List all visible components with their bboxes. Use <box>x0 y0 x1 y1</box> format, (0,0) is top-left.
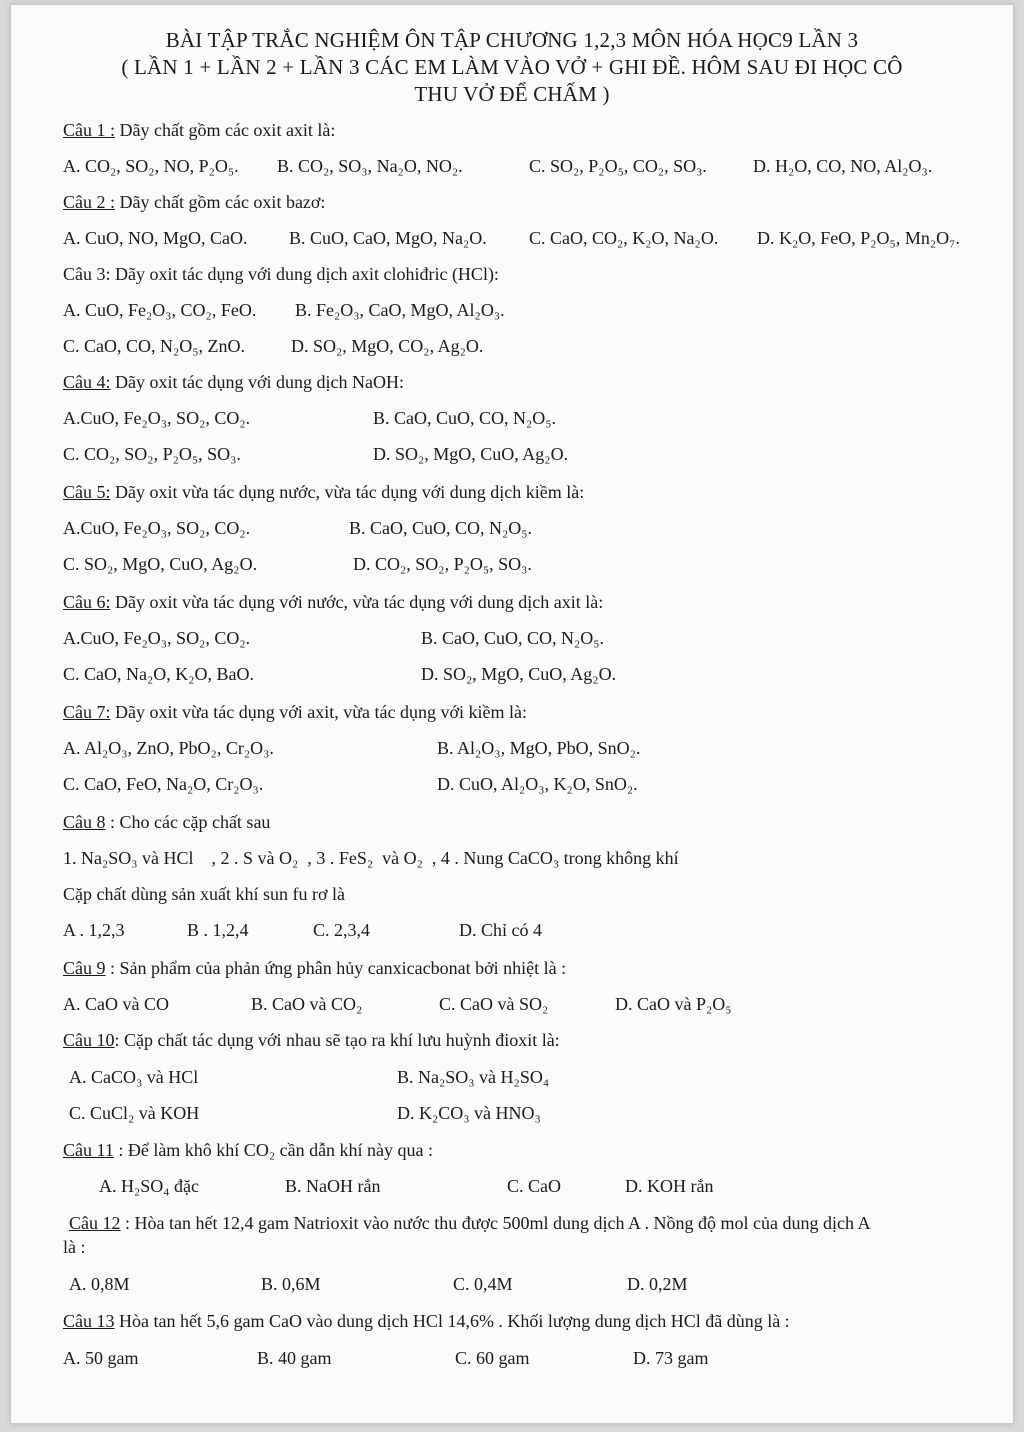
question-label: Câu 2 : <box>63 192 115 212</box>
question-7 <box>63 701 527 723</box>
question-8 <box>63 811 270 833</box>
option-c: C. CaO, Na₂O, K₂O, BaO. <box>63 664 255 684</box>
option-d: D. SO₂, MgO, CO₂, Ag₂O. <box>291 336 484 356</box>
question-13 <box>63 1310 790 1332</box>
question-text: Dãy oxit tác dụng với dung dịch NaOH: <box>110 372 404 392</box>
option-c: C. CuCl₂ và KOH <box>69 1103 200 1123</box>
option-a: A. CO₂, SO₂, NO, P₂O₅. <box>63 156 239 176</box>
option-c: C. CO₂, SO₂, P₂O₅, SO₃. <box>63 444 241 464</box>
question-11 <box>63 1139 433 1161</box>
option-d: D. CuO, Al₂O₃, K₂O, SnO₂. <box>437 774 638 794</box>
option-d: D. KOH rắn <box>625 1176 714 1196</box>
option-b: B . 1,2,4 <box>187 920 249 940</box>
question-label: Câu 5: <box>63 482 111 502</box>
option-a: A. Al₂O₃, ZnO, PbO₂, Cr₂O₃. <box>63 738 274 758</box>
question-text: : Sản phẩm của phản ứng phân hủy canxicacbonat bởi nhiệt là : <box>105 958 567 978</box>
question-5 <box>63 481 584 503</box>
option-c: C. SO₂, MgO, CuO, Ag₂O. <box>63 554 258 574</box>
option-b: B. CaO, CuO, CO, N₂O₅. <box>373 408 557 428</box>
option-c: C. 2,3,4 <box>313 920 371 940</box>
option-d: D. K₂O, FeO, P₂O₅, Mn₂O₇. <box>757 228 960 248</box>
question-label: Câu 10 <box>63 1030 115 1050</box>
option-c: C. 0,4M <box>453 1274 513 1294</box>
option-a: A. CuO, NO, MgO, CaO. <box>63 228 248 248</box>
question-3 <box>63 263 499 285</box>
question-8-pairs: 1. Na₂SO₃ và HCl , 2 . S và O₂ , 3 . FeS₂ và O₂ , 4 . Nung CaCO₃ trong không khí <box>63 848 679 868</box>
option-b: B. CO₂, SO₃, Na₂O, NO₂. <box>277 156 463 176</box>
option-b: B. NaOH rắn <box>285 1176 381 1196</box>
title-line-1: BÀI TẬP TRẮC NGHIỆM ÔN TẬP CHƯƠNG 1,2,3 MÔN HÓA HỌC9 LẦN 3 <box>165 28 859 52</box>
option-d: D. SO₂, MgO, CuO, Ag₂O. <box>421 664 617 684</box>
question-1 <box>63 119 335 141</box>
option-d: D. 0,2M <box>627 1274 688 1294</box>
option-b: B. CaO, CuO, CO, N₂O₅. <box>349 518 533 538</box>
title-line-3: THU VỞ ĐỂ CHẤM ) <box>414 82 610 106</box>
question-label: Câu 13 <box>63 1311 115 1331</box>
option-a: A.CuO, Fe₂O₃, SO₂, CO₂. <box>63 518 251 538</box>
option-a: A. 50 gam <box>63 1348 139 1368</box>
option-a: A . 1,2,3 <box>63 920 125 940</box>
option-b: B. 0,6M <box>261 1274 321 1294</box>
option-c: C. SO₂, P₂O₅, CO₂, SO₃. <box>529 156 707 176</box>
option-a: A. 0,8M <box>69 1274 130 1294</box>
question-10 <box>63 1029 560 1051</box>
question-label: Câu 6: <box>63 592 111 612</box>
question-9 <box>63 957 566 979</box>
question-text: : Để làm khô khí CO₂ cần dẫn khí này qua : <box>113 1140 434 1160</box>
option-c: C. CaO <box>507 1176 561 1196</box>
question-6 <box>63 591 603 613</box>
option-b: B. Al₂O₃, MgO, PbO, SnO₂. <box>437 738 641 758</box>
option-c: C. CaO, CO, N₂O₅, ZnO. <box>63 336 246 356</box>
question-label: Câu 4: <box>63 372 111 392</box>
question-text: Câu 3: Dãy oxit tác dụng với dung dịch axit clohiđric (HCl): <box>63 264 499 284</box>
option-c: C. CaO, FeO, Na₂O, Cr₂O₃. <box>63 774 264 794</box>
option-a: A.CuO, Fe₂O₃, SO₂, CO₂. <box>63 408 251 428</box>
option-a: A. CuO, Fe₂O₃, CO₂, FeO. <box>63 300 257 320</box>
question-text: Dãy oxit vừa tác dụng với nước, vừa tác dụng với dung dịch axit là: <box>110 592 604 612</box>
question-label: Câu 11 <box>63 1140 114 1160</box>
question-12 <box>69 1212 870 1234</box>
question-4 <box>63 371 404 393</box>
question-text: : Hòa tan hết 12,4 gam Natrioxit vào nước thu được 500ml dung dịch A . Nồng độ mol của dung dịch A <box>120 1213 871 1233</box>
question-label: Câu 12 <box>69 1213 121 1233</box>
question-12-continued: là : <box>63 1237 86 1257</box>
option-d: D. SO₂, MgO, CuO, Ag₂O. <box>373 444 569 464</box>
option-b: B. CuO, CaO, MgO, Na₂O. <box>289 228 487 248</box>
question-label: Câu 7: <box>63 702 111 722</box>
worksheet-page <box>10 4 1014 1424</box>
question-2 <box>63 191 325 213</box>
option-a: A. H₂SO₄ đặc <box>99 1176 200 1196</box>
option-b: B. 40 gam <box>257 1348 332 1368</box>
question-label: Câu 1 : <box>63 120 115 140</box>
option-d: D. 73 gam <box>633 1348 709 1368</box>
option-c: C. 60 gam <box>455 1348 530 1368</box>
option-a: A. CaCO₃ và HCl <box>69 1067 199 1087</box>
option-c: C. CaO, CO₂, K₂O, Na₂O. <box>529 228 719 248</box>
question-text: : Cặp chất tác dụng với nhau sẽ tạo ra khí lưu huỳnh đioxit là: <box>114 1030 560 1050</box>
question-text: Dãy oxit vừa tác dụng với axit, vừa tác dụng với kiềm là: <box>110 702 527 722</box>
question-text: : Cho các cặp chất sau <box>105 812 271 832</box>
option-d: D. Chỉ có 4 <box>459 920 542 940</box>
option-a: A. CaO và CO <box>63 994 169 1014</box>
option-d: D. H₂O, CO, NO, Al₂O₃. <box>753 156 933 176</box>
question-label: Câu 9 <box>63 958 106 978</box>
option-b: B. CaO, CuO, CO, N₂O₅. <box>421 628 605 648</box>
option-c: C. CaO và SO₂ <box>439 994 549 1014</box>
option-b: B. CaO và CO₂ <box>251 994 363 1014</box>
question-8-prompt: Cặp chất dùng sản xuất khí sun fu rơ là <box>63 884 345 904</box>
question-text: Dãy oxit vừa tác dụng nước, vừa tác dụng với dung dịch kiềm là: <box>110 482 585 502</box>
option-b: B. Na₂SO₃ và H₂SO₄ <box>397 1067 550 1087</box>
question-label: Câu 8 <box>63 812 106 832</box>
option-a: A.CuO, Fe₂O₃, SO₂, CO₂. <box>63 628 251 648</box>
question-text: Dãy chất gồm các oxit bazơ: <box>115 192 326 212</box>
option-d: D. K₂CO₃ và HNO₃ <box>397 1103 541 1123</box>
question-text: Hòa tan hết 5,6 gam CaO vào dung dịch HCl 14,6% . Khối lượng dung dịch HCl đã dùng là : <box>114 1311 790 1331</box>
question-text: Dãy chất gồm các oxit axit là: <box>115 120 336 140</box>
title-line-2: ( LẦN 1 + LẦN 2 + LẦN 3 CÁC EM LÀM VÀO VỞ + GHI ĐỀ. HÔM SAU ĐI HỌC CÔ <box>121 55 903 79</box>
option-d: D. CO₂, SO₂, P₂O₅, SO₃. <box>353 554 532 574</box>
option-b: B. Fe₂O₃, CaO, MgO, Al₂O₃. <box>295 300 505 320</box>
option-d: D. CaO và P₂O₅ <box>615 994 732 1014</box>
